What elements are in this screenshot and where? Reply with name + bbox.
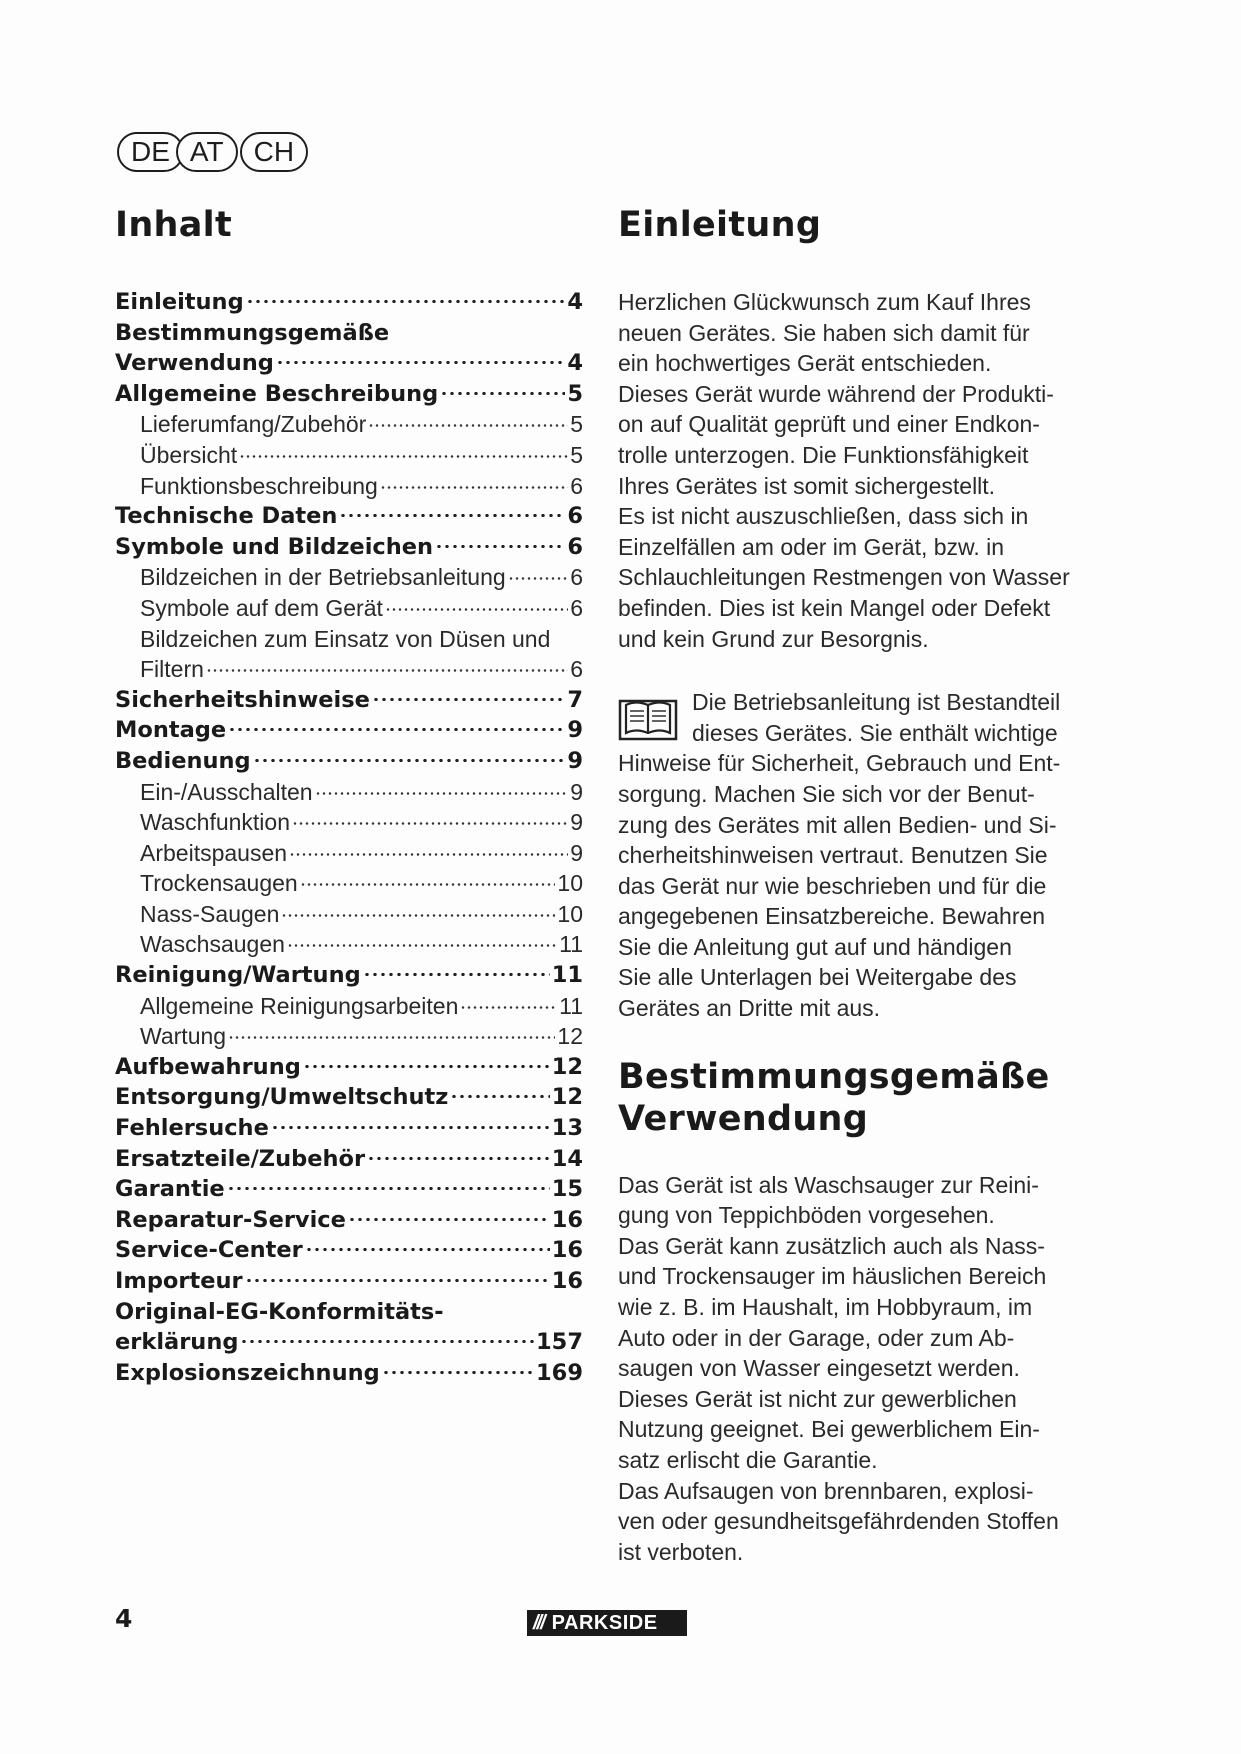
section-title-verwendung (618, 1056, 1098, 1140)
toc-entry-title: Fehlersuche (115, 1115, 269, 1142)
toc-entry-title: Nass-Saugen (140, 900, 280, 927)
toc-entry-title: Lieferumfang/Zubehör (140, 411, 367, 438)
toc-entry-page: 14 (551, 1145, 583, 1172)
toc-leader-dots (276, 361, 565, 364)
toc-list (115, 287, 583, 1388)
text-line: und kein Grund zur Besorgnis. (618, 625, 929, 652)
toc-entry (115, 409, 583, 440)
toc-entry-title: Symbole und Bildzeichen (115, 533, 434, 560)
text-line: on auf Qualität geprüft und einer Endkon- (618, 411, 1040, 438)
toc-entry-title: Ersatzteile/Zubehör (115, 1145, 366, 1172)
toc-leader-dots (372, 698, 565, 701)
toc-leader-dots (240, 1340, 534, 1343)
toc-leader-dots (305, 1248, 550, 1251)
toc-entry-title: Ein-/Ausschalten (140, 778, 313, 805)
toc-leader-dots (380, 486, 568, 489)
toc-leader-dots (385, 608, 568, 611)
toc-leader-dots (281, 914, 555, 917)
text-line: dieses Gerätes. Sie enthält wichtige (692, 719, 1058, 746)
toc-entry-page: 11 (559, 992, 583, 1019)
toc-entry-page: 6 (570, 472, 583, 499)
toc-leader-dots (367, 1157, 550, 1160)
toc-entry-title: Bildzeichen in der Betriebsanleitung (140, 564, 506, 591)
title-line: Bestimmungsgemäße (618, 1056, 1050, 1097)
toc-entry-page: 5 (567, 380, 583, 407)
text-line: cherheitshinweisen vertraut. Benutzen Sie (618, 842, 1048, 869)
toc-entry-title: Aufbewahrung (115, 1053, 301, 1080)
toc-entry (115, 287, 583, 318)
toc-entry-title: Bestimmungsgemäße (115, 319, 390, 346)
toc-leader-dots (206, 669, 568, 672)
section-title-einleitung: Einleitung (618, 205, 822, 245)
toc-entry (115, 1174, 583, 1205)
toc-leader-dots (228, 728, 565, 731)
text-line: Sie die Anleitung gut auf und händigen (618, 933, 1012, 960)
toc-entry (115, 471, 583, 502)
toc-title: Inhalt (115, 205, 233, 245)
toc-entry (115, 654, 583, 685)
toc-leader-dots (348, 1218, 550, 1221)
text-line: Herzlichen Glückwunsch zum Kauf Ihres (618, 289, 1031, 315)
toc-leader-dots (287, 944, 557, 947)
text-line: Schlauchleitungen Restmengen von Wasser (618, 564, 1070, 591)
toc-leader-dots (246, 300, 566, 303)
open-book-icon (618, 695, 678, 743)
text-line: zung des Gerätes mit allen Bedien- und Si- (618, 811, 1057, 838)
toc-entry (115, 899, 583, 930)
toc-entry-title: Importeur (115, 1268, 243, 1294)
logo-slashes: /// (533, 1611, 544, 1634)
toc-entry (115, 991, 583, 1022)
toc-entry-title: Explosionszeichnung (115, 1359, 380, 1386)
toc-entry (115, 501, 583, 532)
toc-entry-title: Service-Center (115, 1237, 303, 1264)
toc-leader-dots (315, 792, 569, 795)
toc-entry (115, 807, 583, 838)
toc-entry-title: Bedienung (115, 747, 251, 774)
text-line: ven oder gesundheitsgefährdenden Stoffen (618, 1508, 1059, 1535)
country-badge-ch: CH (240, 132, 308, 172)
toc-entry-page: 16 (551, 1268, 583, 1294)
toc-entry-title: Original-EG-Konformitäts- (115, 1298, 444, 1325)
toc-entry (115, 868, 583, 899)
toc-entry-page: 9 (567, 717, 583, 744)
toc-leader-dots (450, 1095, 549, 1098)
toc-entry-page: 157 (536, 1329, 583, 1356)
toc-entry-page: 11 (559, 931, 583, 958)
toc-entry-page: 5 (570, 441, 583, 468)
toc-entry-page: 9 (570, 839, 583, 866)
text-line: Sie alle Unterlagen bei Weitergabe des (618, 964, 1017, 991)
text-line: Auto oder in der Garage, oder zum Ab- (618, 1324, 1015, 1351)
toc-entry-title: Garantie (115, 1176, 225, 1203)
note-text (618, 687, 1098, 1024)
toc-entry-page: 9 (570, 778, 583, 805)
toc-entry-page: 9 (567, 747, 583, 774)
toc-entry-title: Einleitung (115, 289, 244, 315)
text-line: neuen Gerätes. Sie haben sich damit für (618, 319, 1030, 346)
title-line: Verwendung (618, 1098, 869, 1139)
logo-text: PARKSIDE (551, 1611, 658, 1634)
toc-leader-dots (271, 1126, 550, 1129)
toc-leader-dots (227, 1187, 550, 1190)
toc-entry (115, 1358, 583, 1389)
toc-entry (115, 624, 583, 655)
toc-entry (115, 440, 583, 471)
section-verwendung-text (618, 1170, 1098, 1568)
toc-entry-title: Filtern (140, 656, 204, 683)
toc-entry (115, 379, 583, 410)
toc-entry-page: 11 (551, 962, 583, 989)
page-number: 4 (115, 1604, 133, 1633)
text-line: Nutzung geeignet. Bei gewerblichem Ein- (618, 1416, 1040, 1443)
text-line: Dieses Gerät wurde während der Produkti- (618, 380, 1054, 407)
toc-entry-page: 12 (551, 1084, 583, 1111)
toc-entry-page: 12 (557, 1023, 583, 1050)
toc-entry-page: 169 (536, 1359, 583, 1386)
toc-entry (115, 1266, 583, 1297)
toc-entry (115, 715, 583, 746)
text-line: das Gerät nur wie beschrieben und für die (618, 872, 1047, 899)
toc-entry-page: 10 (557, 870, 583, 897)
toc-leader-dots (289, 853, 568, 856)
toc-leader-dots (339, 514, 565, 517)
table-of-contents (115, 205, 583, 1388)
content-column (618, 205, 1098, 1567)
text-line: gung von Teppichböden vorgesehen. (618, 1202, 995, 1229)
toc-entry (115, 960, 583, 991)
toc-entry-page: 4 (567, 350, 583, 377)
toc-entry-page: 15 (551, 1176, 583, 1203)
toc-entry (115, 1327, 583, 1358)
text-line: Die Betriebsanleitung ist Bestandteil (692, 689, 1061, 716)
toc-entry (115, 838, 583, 869)
text-line: Hinweise für Sicherheit, Gebrauch und Ent- (618, 750, 1061, 777)
toc-entry-page: 7 (567, 686, 583, 713)
parkside-logo (527, 1610, 687, 1636)
toc-leader-dots (300, 883, 556, 886)
toc-leader-dots (460, 1006, 557, 1009)
toc-entry (115, 1205, 583, 1236)
toc-entry-page: 5 (570, 411, 583, 438)
toc-leader-dots (368, 424, 568, 427)
toc-leader-dots (253, 759, 566, 762)
toc-entry (115, 348, 583, 379)
toc-entry-title: Waschfunktion (140, 809, 290, 836)
text-line: Das Aufsaugen von brennbaren, explosi- (618, 1477, 1034, 1504)
toc-entry-title: Waschsaugen (140, 931, 285, 958)
toc-entry (115, 929, 583, 960)
toc-entry-title: Technische Daten (115, 503, 338, 530)
toc-leader-dots (245, 1279, 550, 1282)
toc-entry-page: 6 (567, 503, 583, 530)
toc-entry-title: Symbole auf dem Gerät (140, 594, 383, 621)
text-line: Ihres Gerätes ist somit sichergestellt. (618, 472, 996, 499)
toc-entry-page: 13 (551, 1115, 583, 1142)
toc-entry-page: 10 (557, 900, 583, 927)
text-line: trolle unterzogen. Die Funktionsfähigkeit (618, 441, 1029, 468)
text-line: Dieses Gerät ist nicht zur gewerblichen (618, 1385, 1017, 1412)
toc-entry-title: Allgemeine Reinigungsarbeiten (140, 992, 459, 1019)
toc-entry-page: 6 (570, 594, 583, 621)
toc-leader-dots (239, 455, 568, 458)
toc-leader-dots (508, 577, 569, 580)
toc-entry (115, 685, 583, 716)
toc-entry-title: Entsorgung/Umweltschutz (115, 1084, 449, 1111)
toc-entry-page: 16 (551, 1206, 583, 1233)
manual-note (618, 687, 1098, 1024)
toc-entry-title: erklärung (115, 1329, 239, 1356)
toc-entry (115, 777, 583, 808)
toc-leader-dots (435, 545, 565, 548)
text-line: ist verboten. (618, 1538, 744, 1565)
text-line: ein hochwertiges Gerät entschieden. (618, 350, 992, 377)
text-line: saugen von Wasser eingesetzt werden. (618, 1355, 1020, 1382)
toc-leader-dots (440, 392, 565, 395)
toc-entry (115, 562, 583, 593)
toc-entry-title: Reparatur-Service (115, 1206, 346, 1233)
toc-entry-title: Übersicht (140, 441, 238, 468)
toc-entry (115, 1144, 583, 1175)
toc-leader-dots (382, 1371, 534, 1374)
toc-entry (115, 1297, 583, 1328)
toc-entry-title: Montage (115, 717, 227, 744)
toc-leader-dots (292, 822, 568, 825)
toc-entry (115, 1052, 583, 1083)
toc-entry-title: Allgemeine Beschreibung (115, 380, 439, 407)
toc-entry-title: Bildzeichen zum Einsatz von Düsen und (140, 625, 551, 652)
toc-entry (115, 1082, 583, 1113)
text-line: Es ist nicht auszuschließen, dass sich in (618, 503, 1029, 530)
text-line: Das Gerät kann zusätzlich auch als Nass- (618, 1232, 1045, 1259)
country-badges (117, 132, 300, 172)
toc-entry-page: 16 (551, 1237, 583, 1264)
country-badge-at: AT (176, 132, 238, 172)
text-line: sorgung. Machen Sie sich vor der Benut- (618, 780, 1035, 807)
text-line: satz erlischt die Garantie. (618, 1447, 878, 1473)
toc-entry-title: Funktionsbeschreibung (140, 472, 378, 499)
section-einleitung-text (618, 287, 1098, 654)
toc-leader-dots (363, 973, 550, 976)
country-badge-de: DE (117, 132, 184, 172)
toc-entry-page: 6 (570, 564, 583, 591)
toc-entry-page: 4 (567, 289, 583, 315)
text-line: und Trockensauger im häuslichen Bereich (618, 1263, 1047, 1290)
text-line: Einzelfällen am oder im Gerät, bzw. in (618, 533, 1005, 560)
toc-entry (115, 318, 583, 349)
toc-entry-page: 9 (570, 809, 583, 836)
toc-entry-title: Reinigung/Wartung (115, 962, 361, 989)
toc-entry (115, 593, 583, 624)
toc-entry (115, 532, 583, 563)
text-line: angegebenen Einsatzbereiche. Bewahren (618, 903, 1046, 930)
toc-entry-title: Trockensaugen (140, 870, 298, 897)
toc-entry (115, 1235, 583, 1266)
text-line: Gerätes an Dritte mit aus. (618, 995, 881, 1022)
toc-entry-title: Verwendung (115, 350, 274, 377)
toc-entry-page: 6 (567, 533, 583, 560)
toc-entry (115, 1113, 583, 1144)
toc-entry (115, 746, 583, 777)
toc-entry-title: Sicherheitshinweise (115, 686, 370, 713)
toc-entry (115, 1021, 583, 1052)
toc-leader-dots (303, 1065, 550, 1068)
toc-leader-dots (228, 1036, 555, 1039)
toc-entry-page: 12 (551, 1053, 583, 1080)
text-line: wie z. B. im Haushalt, im Hobbyraum, im (618, 1294, 1033, 1321)
toc-entry-title: Arbeitspausen (140, 839, 288, 866)
toc-entry-page: 6 (570, 656, 583, 683)
text-line: befinden. Dies ist kein Mangel oder Defekt (618, 594, 1051, 621)
toc-entry-title: Wartung (140, 1023, 227, 1050)
text-line: Das Gerät ist als Waschsauger zur Reini- (618, 1171, 1039, 1198)
